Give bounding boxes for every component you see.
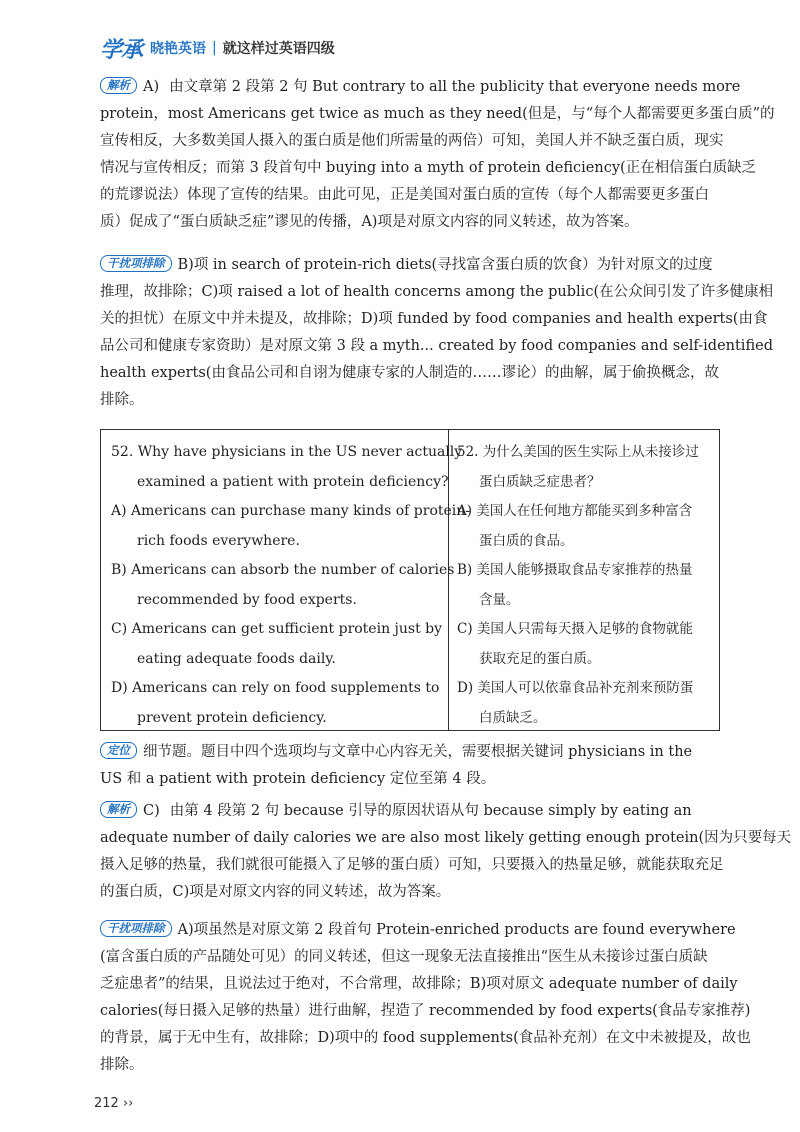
text-line: 解析 A) 由文章第 2 段第 2 句 But contrary to all the publicity that everyone needs more bbox=[100, 74, 716, 101]
page-arrow-icon: ›› bbox=[122, 1096, 134, 1111]
explanation-tag: 解析 bbox=[100, 801, 137, 818]
option-d-cn-cont: 白质缺乏。 bbox=[479, 709, 547, 726]
text-line: 的荒谬说法）体现了宣传的结果。由此可见，正是美国对蛋白质的宣传（每个人都需要更多蛋白 bbox=[100, 187, 709, 203]
text-line: 关的担忧）在原文中并未提及，故排除；D)项 funded by food companies and health experts(由食 bbox=[100, 311, 768, 327]
text-line: 干扰项排除 B)项 in search of protein-rich diets(寻找富含蛋白质的饮食）为针对原文的过度 bbox=[100, 252, 716, 279]
text-line: 质）促成了“蛋白质缺乏症”谬见的传播，A)项是对原文内容的同义转述，故为答案。 bbox=[100, 214, 639, 230]
text-line: 解析 C) 由第 4 段第 2 句 because 引导的原因状语从句 because simply by eating an bbox=[100, 798, 716, 825]
text-line: 排除。 bbox=[100, 1057, 144, 1073]
option-c-cont: eating adequate foods daily. bbox=[137, 650, 336, 667]
question-english-column bbox=[101, 430, 471, 730]
text-line: 的背景，属于无中生有，故排除；D)项中的 food supplements(食品补充剂）在文中未被提及，故也 bbox=[100, 1030, 751, 1046]
text-line: calories(每日摄入足够的热量）进行曲解，捏造了 recommended by food experts(食品专家推荐) bbox=[100, 1003, 751, 1019]
option-d-cont: prevent protein deficiency. bbox=[137, 709, 327, 726]
text-line: 排除。 bbox=[100, 392, 144, 408]
option-b: B) Americans can absorb the number of calories bbox=[111, 562, 455, 578]
distractor-51 bbox=[100, 252, 774, 414]
answer-label: C) bbox=[143, 803, 160, 819]
question-stem-cn-cont: 蛋白质缺乏症患者？ bbox=[479, 473, 601, 490]
brand-name: 晓艳英语 bbox=[150, 41, 207, 57]
option-c-cn-cont: 获取充足的蛋白质。 bbox=[479, 650, 601, 667]
distractor-tag: 干扰项排除 bbox=[100, 920, 172, 937]
option-c-cn: C) 美国人只需每天摄入足够的食物就能 bbox=[457, 621, 693, 637]
text-line: 的蛋白质，C)项是对原文内容的同义转述，故为答案。 bbox=[100, 884, 451, 900]
locate-52 bbox=[100, 739, 716, 793]
header-separator: | bbox=[212, 40, 217, 56]
option-c: C) Americans can get sufficient protein just by bbox=[111, 621, 443, 637]
explanation-52 bbox=[100, 798, 792, 906]
question-stem-cont: examined a patient with protein deficiency? bbox=[137, 473, 449, 490]
text-line: 干扰项排除 A)项虽然是对原文第 2 段首句 Protein-enriched products are found everywhere bbox=[100, 917, 716, 944]
book-title: 就这样过英语四级 bbox=[222, 41, 335, 57]
text-line: health experts(由食品公司和自诩为健康专家的人制造的……谬论）的曲解，属于偷换概念，故 bbox=[100, 365, 719, 381]
option-d: D) Americans can rely on food supplements to bbox=[111, 680, 440, 696]
option-b-cn-cont: 含量。 bbox=[479, 591, 520, 608]
question-stem-cn: 52. 为什么美国的医生实际上从未接诊过 bbox=[457, 444, 699, 460]
answer-label: A) bbox=[143, 79, 160, 95]
text-line: 品公司和健康专家资助）是对原文第 3 段 a myth... created by food companies and self-identified bbox=[100, 338, 773, 354]
page-number: 212 ›› bbox=[94, 1096, 134, 1111]
question-stem: 52. Why have physicians in the US never actually bbox=[111, 444, 463, 460]
distractor-52 bbox=[100, 917, 751, 1079]
question-chinese-column bbox=[449, 430, 719, 730]
text-line: protein，most Americans get twice as much as they need(但是，与“每个人都需要更多蛋白质”的 bbox=[100, 106, 775, 122]
page-header bbox=[100, 35, 335, 61]
option-a-cn: A) 美国人在任何地方都能买到多种富含 bbox=[457, 503, 693, 519]
option-a-cn-cont: 蛋白质的食品。 bbox=[479, 532, 574, 549]
text-line: US 和 a patient with protein deficiency 定位至第 4 段。 bbox=[100, 771, 496, 787]
locate-tag: 定位 bbox=[100, 742, 137, 759]
text-line: 定位 细节题。题目中四个选项均与文章中心内容无关，需要根据关键词 physicians in the bbox=[100, 739, 716, 766]
question-52-table bbox=[100, 429, 720, 731]
text-line: 宣传相反，大多数美国人摄入的蛋白质是他们所需量的两倍）可知，美国人并不缺乏蛋白质，现实 bbox=[100, 133, 724, 149]
brand-logo: 学承 bbox=[100, 37, 143, 63]
option-a: A) Americans can purchase many kinds of protein- bbox=[111, 503, 471, 519]
explanation-51 bbox=[100, 74, 775, 236]
distractor-tag: 干扰项排除 bbox=[100, 255, 172, 272]
option-a-cont: rich foods everywhere. bbox=[137, 532, 300, 549]
text-line: 情况与宣传相反；而第 3 段首句中 buying into a myth of protein deficiency(正在相信蛋白质缺乏 bbox=[100, 160, 757, 176]
text-line: 摄入足够的热量，我们就很可能摄入了足够的蛋白质）可知，只要摄入的热量足够，就能获取充足 bbox=[100, 857, 724, 873]
text-line: adequate number of daily calories we are also most likely getting enough protein(因为只要每天 bbox=[100, 830, 792, 846]
explanation-tag: 解析 bbox=[100, 77, 137, 94]
text-line: 推理，故排除；C)项 raised a lot of health concerns among the public(在公众间引发了许多健康相 bbox=[100, 284, 774, 300]
text-line: (富含蛋白质的产品随处可见）的同义转述，但这一现象无法直接推出“医生从未接诊过蛋白质缺 bbox=[100, 949, 708, 965]
option-b-cn: B) 美国人能够摄取食品专家推荐的热量 bbox=[457, 562, 693, 578]
text-line: 乏症患者”的结果，且说法过于绝对，不合常理，故排除；B)项对原文 adequate number of daily bbox=[100, 976, 738, 992]
option-d-cn: D) 美国人可以依靠食品补充剂来预防蛋 bbox=[457, 680, 694, 696]
option-b-cont: recommended by food experts. bbox=[137, 591, 357, 608]
